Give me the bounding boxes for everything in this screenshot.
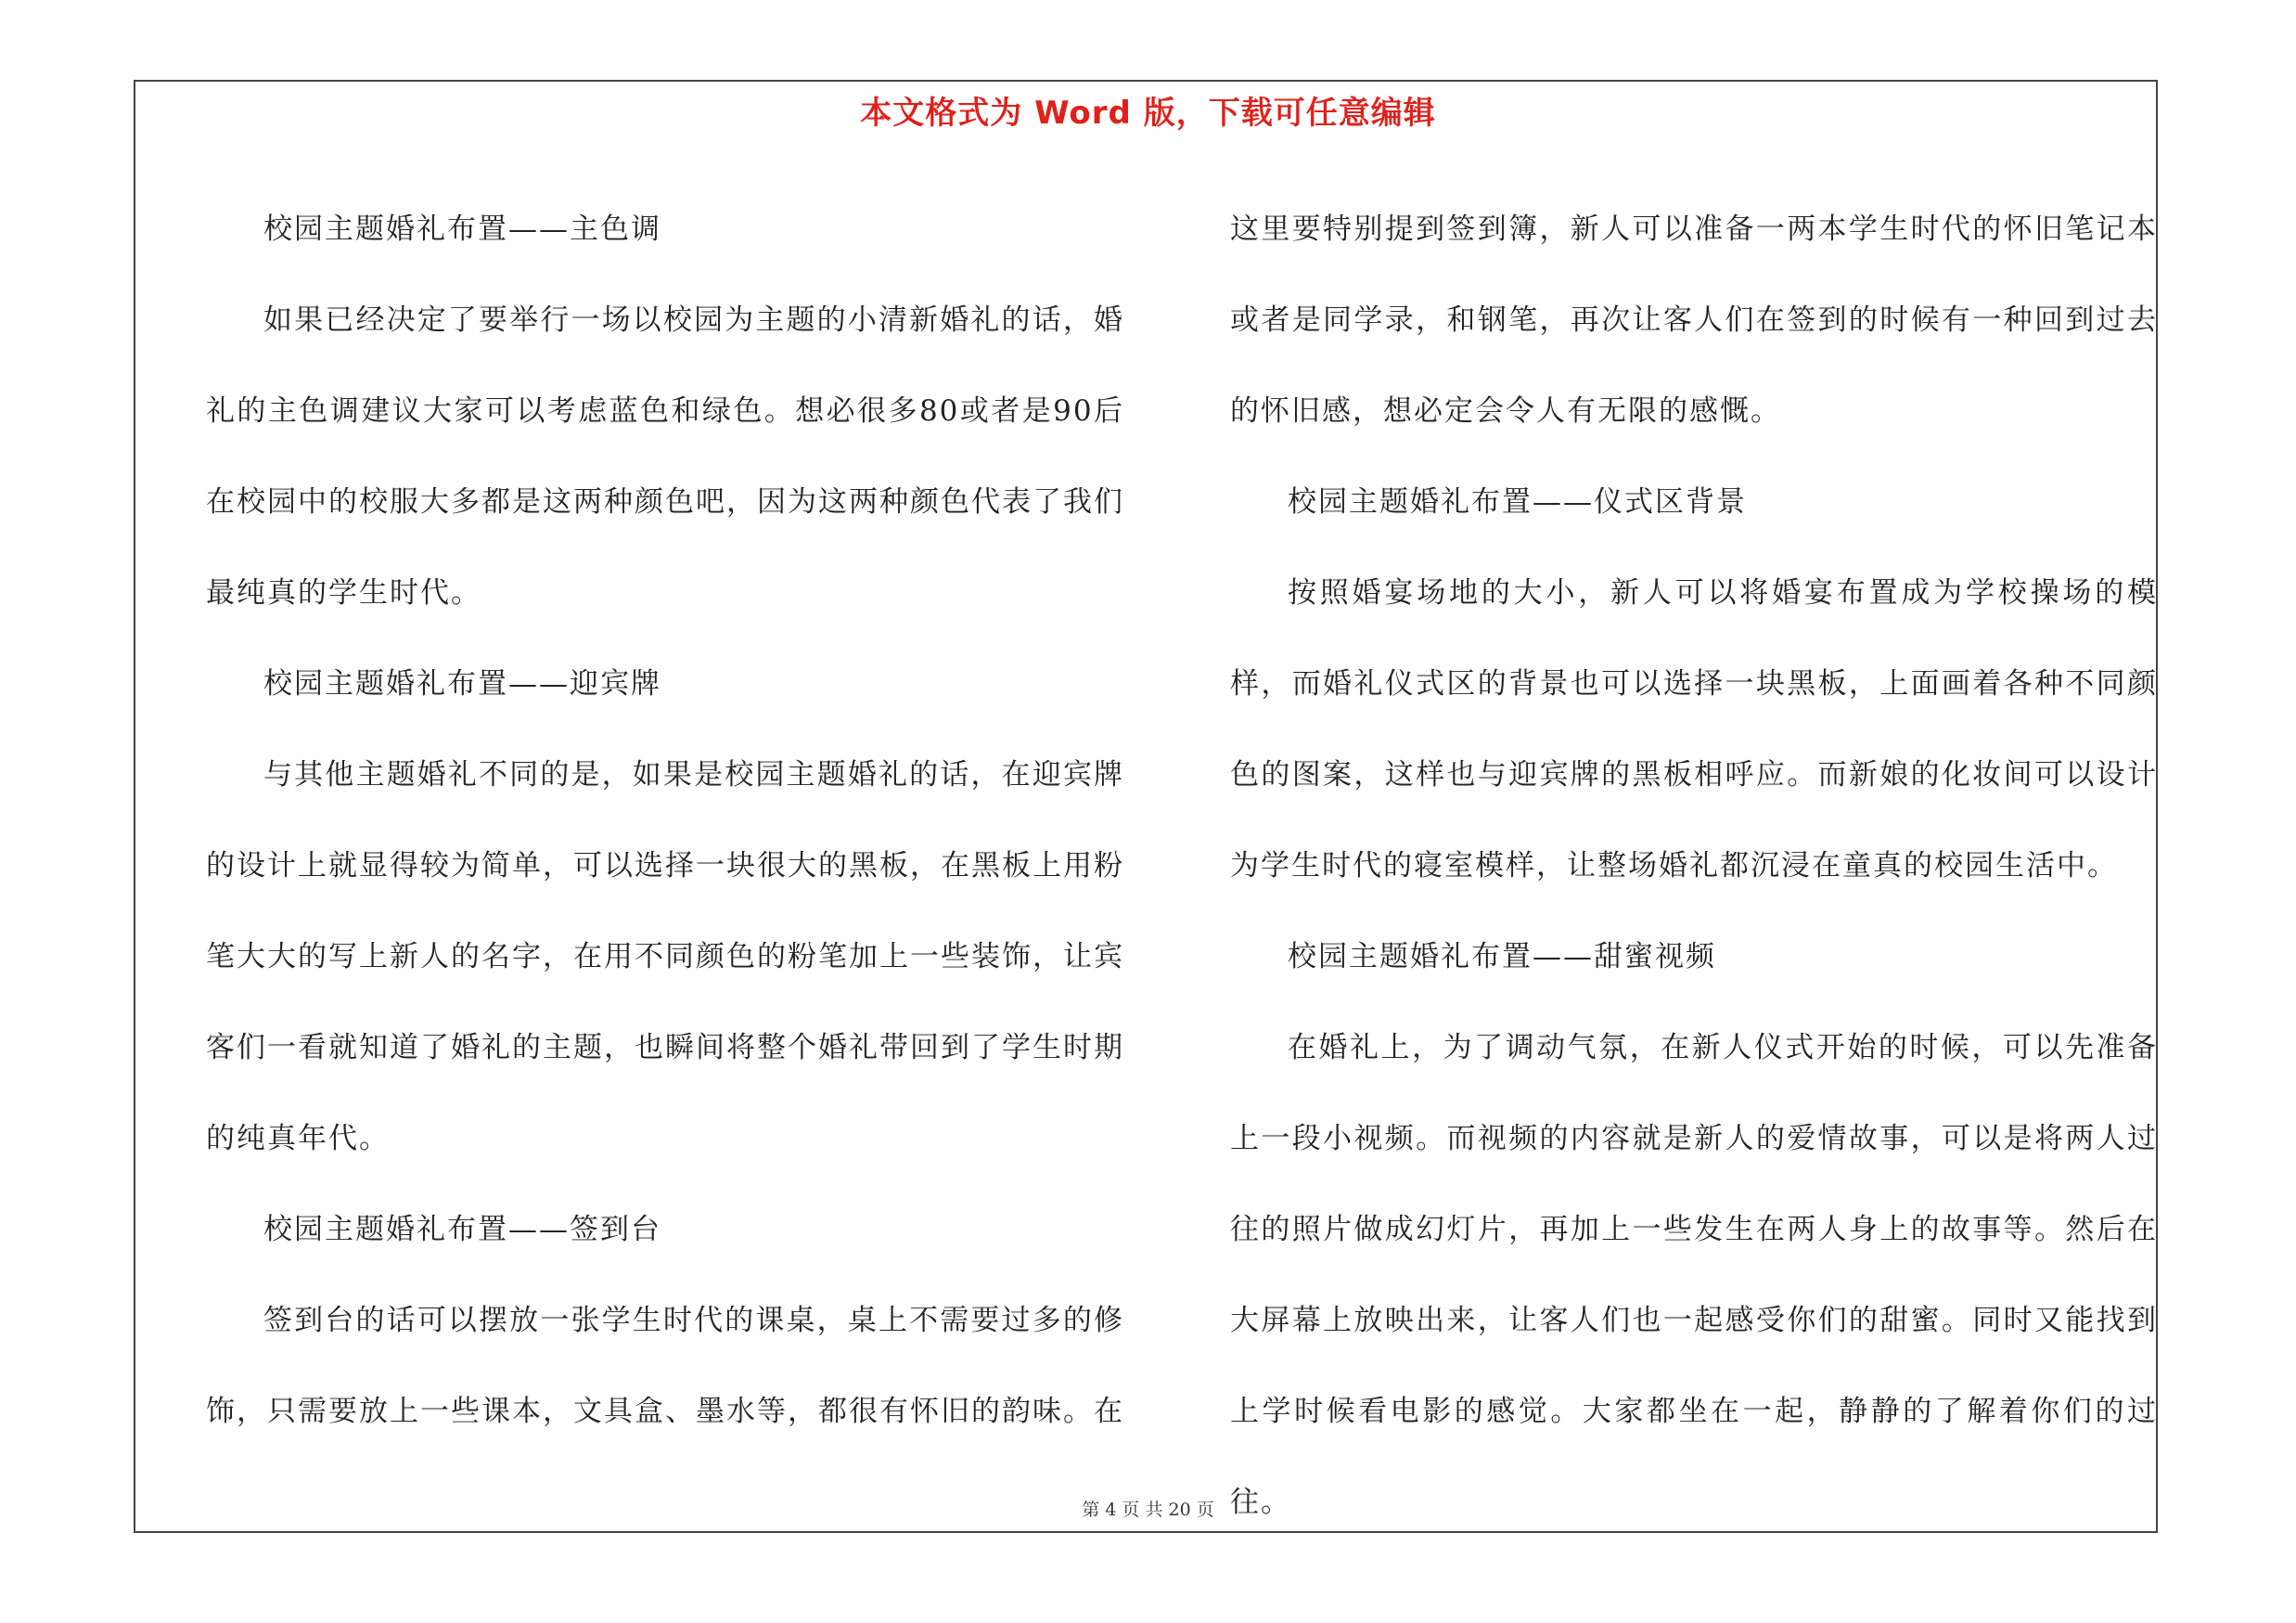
- paragraph-sign-in-book: 这里要特别提到签到簿，新人可以准备一两本学生时代的怀旧笔记本或者是同学录，和钢笔，再次让客人们在签到的时候有一种回到过去的怀旧感，想必定会令人有无限的感慨。: [1230, 213, 2158, 428]
- paragraph-sweet-video: 在婚礼上，为了调动气氛，在新人仪式开始的时候，可以先准备上一段小视频。而视频的内容就是新人的爱情故事，可以是将两人过往的照片做成幻灯片，再加上一些发生在两人身上的故事等。然后在大屏幕上放映出来，让客人们也一起感受你们的甜蜜。同时又能找到上学时候看电影的感觉。大家都坐在一起，静静的了解着你们的过往。: [1230, 1031, 2158, 1519]
- paragraph-sign-in-desk: 签到台的话可以摆放一张学生时代的课桌，桌上不需要过多的修饰，只需要放上一些课本，文具盒、墨水等，都很有怀旧的韵味。在: [206, 1304, 1124, 1428]
- section-heading-sweet-video: 校园主题婚礼布置——甜蜜视频: [1288, 940, 1716, 973]
- paragraph-main-color: 如果已经决定了要举行一场以校园为主题的小清新婚礼的话，婚礼的主色调建议大家可以考虑蓝色和绿色。想必很多80或者是90后在校园中的校服大多都是这两种颜色吧，因为这两种颜色代表了我们最纯真的学生时代。: [206, 303, 1124, 610]
- section-heading-welcome-sign: 校园主题婚礼布置——迎宾牌: [263, 667, 661, 701]
- paragraph-ceremony-backdrop: 按照婚宴场地的大小，新人可以将婚宴布置成为学校操场的模样，而婚礼仪式区的背景也可以选择一块黑板，上面画着各种不同颜色的图案，这样也与迎宾牌的黑板相呼应。而新娘的化妆间可以设计为学生时代的寝室模样，让整场婚礼都沉浸在童真的校园生活中。: [1230, 576, 2158, 882]
- paragraph-welcome-sign: 与其他主题婚礼不同的是，如果是校园主题婚礼的话，在迎宾牌的设计上就显得较为简单，可以选择一块很大的黑板，在黑板上用粉笔大大的写上新人的名字，在用不同颜色的粉笔加上一些装饰，让宾客们一看就知道了婚礼的主题，也瞬间将整个婚礼带回到了学生时期的纯真年代。: [206, 758, 1124, 1155]
- page-number: 第 4 页 共 20 页: [1082, 1500, 1214, 1520]
- word-format-notice: 本文格式为 Word 版，下载可任意编辑: [860, 95, 1436, 132]
- section-heading-main-color: 校园主题婚礼布置——主色调: [263, 213, 661, 246]
- section-heading-ceremony-backdrop: 校园主题婚礼布置——仪式区背景: [1288, 485, 1747, 519]
- left-column: [206, 184, 1124, 1457]
- right-column: [1230, 184, 2158, 1548]
- section-heading-sign-in-desk: 校园主题婚礼布置——签到台: [263, 1213, 661, 1246]
